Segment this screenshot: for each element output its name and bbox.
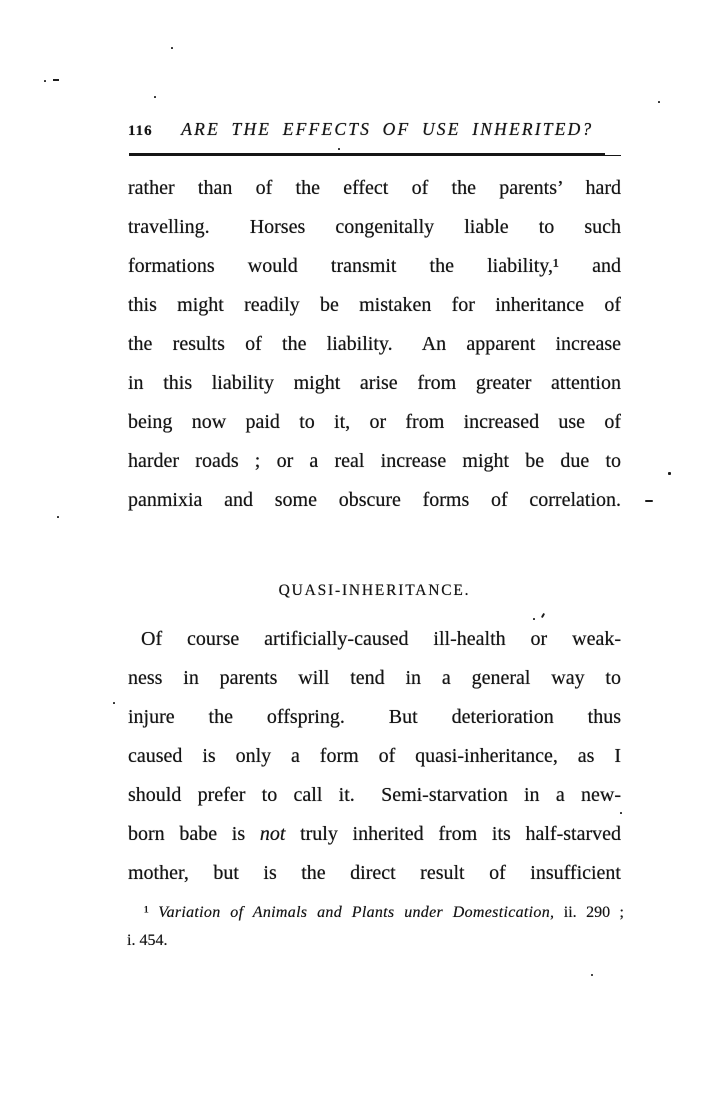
scan-speck: [53, 79, 59, 81]
scan-speck: [591, 974, 593, 976]
scan-speck: [645, 500, 653, 502]
text-line: this might readily be mistaken for inheritance of: [128, 294, 621, 316]
text-line: born babe is not truly inherited from its half-starved: [128, 823, 621, 845]
paragraph-1: [128, 169, 621, 520]
text-line: in this liability might arise from greater attention: [128, 372, 621, 394]
text-line: being now paid to it, or from increased use of: [128, 411, 621, 433]
text-line: the results of the liability. An apparent increase: [128, 333, 621, 355]
scan-speck: [620, 812, 622, 814]
scan-speck: [338, 148, 340, 150]
scan-speck: [57, 516, 59, 518]
scan-speck: [658, 101, 660, 103]
section-heading: QUASI-INHERITANCE.: [278, 582, 471, 599]
paragraph-2: [128, 620, 621, 893]
scan-speck: [44, 80, 46, 82]
text-line: harder roads ; or a real increase might be due to: [128, 450, 621, 472]
scan-speck: [171, 47, 173, 49]
footnote: [127, 899, 624, 955]
header-rule: [129, 153, 605, 156]
scan-speck: [533, 618, 535, 620]
scan-speck: [113, 702, 115, 704]
text-line: Of course artificially-caused ill-health or weak-: [141, 628, 621, 650]
text-line: caused is only a form of quasi-inheritance, as I: [128, 745, 621, 767]
scan-speck: [668, 472, 671, 475]
text-line: travelling. Horses congenitally liable to such: [128, 216, 621, 238]
running-title: ARE THE EFFECTS OF USE INHERITED?: [181, 119, 594, 139]
text-line: panmixia and some obscure forms of correlation.: [128, 489, 621, 511]
text-line: ness in parents will tend in a general way to: [128, 667, 621, 689]
scan-speck: [541, 613, 545, 618]
text-line: mother, but is the direct result of insufficient: [128, 862, 621, 884]
footnote-line: ¹ Variation of Animals and Plants under Domestication, ii. 290 ;: [144, 904, 624, 921]
text-line: formations would transmit the liability,¹ and: [128, 255, 621, 277]
text-line: rather than of the effect of the parents’ hard: [128, 177, 621, 199]
footnote-line: i. 454.: [127, 932, 168, 949]
page-header: [128, 119, 622, 140]
text-line: should prefer to call it. Semi-starvation in a new-: [128, 784, 621, 806]
page-number: 116: [128, 123, 153, 139]
text-line: injure the offspring. But deterioration thus: [128, 706, 621, 728]
scan-speck: [154, 96, 156, 98]
header-rule-tail: [560, 155, 621, 156]
